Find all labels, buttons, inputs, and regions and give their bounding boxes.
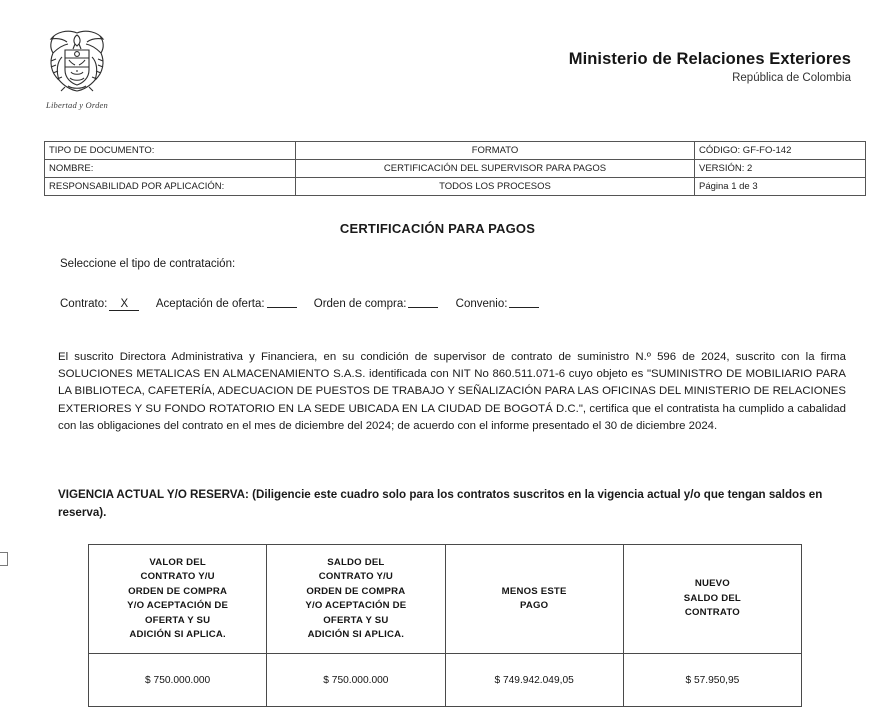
table-row: [45, 160, 866, 178]
ministry-name: Ministerio de Relaciones Exteriores: [568, 50, 851, 68]
header-menos-este-pago: MENOS ESTE PAGO: [445, 545, 623, 654]
header-valor-contrato: VALOR DEL CONTRATO Y/U ORDEN DE COMPRA Y/O ACEPTACIÓN DE OFERTA Y SU ADICIÓN SI APLICA.: [89, 545, 267, 654]
header-saldo-contrato: SALDO DEL CONTRATO Y/U ORDEN DE COMPRA Y/O ACEPTACIÓN DE OFERTA Y SU ADICIÓN SI APLICA.: [267, 545, 445, 654]
option-label-aceptacion: Aceptación de oferta:: [155, 298, 265, 310]
colombia-coat-of-arms-icon: [38, 26, 116, 98]
option-label-orden: Orden de compra:: [313, 298, 407, 310]
contract-type-option-aceptacion[interactable]: [156, 298, 299, 310]
contract-type-option-convenio[interactable]: [456, 298, 542, 310]
cell-menos-este-pago: $ 749.942.049,05: [445, 654, 623, 707]
doc-name-label: NOMBRE:: [45, 160, 296, 178]
vigencia-instruction-paragraph: VIGENCIA ACTUAL Y/O RESERVA: (Diligencie este cuadro solo para los contratos suscritos en la vigencia actual y/o que tengan saldos en reserva).: [58, 488, 823, 519]
doc-type-label: TIPO DE DOCUMENTO:: [45, 142, 296, 160]
contract-type-option-contrato[interactable]: [60, 298, 141, 310]
option-label-convenio: Convenio:: [455, 298, 508, 310]
scan-edge-artifact: [0, 552, 8, 566]
doc-type-value: FORMATO: [296, 142, 695, 160]
contract-type-options: [60, 298, 553, 310]
cell-saldo-contrato: $ 750.000.000: [267, 654, 445, 707]
table-header-row: [89, 545, 802, 654]
document-info-table: [44, 141, 866, 196]
doc-page-value: Página 1 de 3: [695, 178, 866, 196]
page-title: CERTIFICACIÓN PARA PAGOS: [339, 221, 536, 236]
select-contract-type-label: Seleccione el tipo de contratación:: [60, 258, 236, 270]
option-mark-aceptacion[interactable]: [267, 307, 297, 308]
doc-responsibility-value: TODOS LOS PROCESOS: [296, 178, 695, 196]
cell-nuevo-saldo: $ 57.950,95: [623, 654, 801, 707]
option-label-contrato: Contrato:: [60, 298, 108, 310]
ministry-title-block: [569, 50, 851, 84]
doc-code-value: CÓDIGO: GF-FO-142: [695, 142, 866, 160]
doc-version-value: VERSIÓN: 2: [695, 160, 866, 178]
option-mark-convenio[interactable]: [509, 307, 539, 308]
doc-name-value: CERTIFICACIÓN DEL SUPERVISOR PARA PAGOS: [296, 160, 695, 178]
option-mark-orden[interactable]: [408, 307, 438, 308]
coat-of-arms-block: [22, 26, 132, 110]
option-mark-contrato[interactable]: X: [109, 298, 139, 311]
cell-valor-contrato: $ 750.000.000: [89, 654, 267, 707]
contract-values-table: [88, 544, 802, 707]
table-row: [89, 654, 802, 707]
certification-paragraph: El suscrito Directora Administrativa y Financiera, en su condición de supervisor de contrato de suministro N.º 596 de 2024, suscrito con la firma SOLUCIONES METALICAS EN ALMACENAMIENTO S.A.S. identificada con NIT No 860.511.071-6 cuyo objeto es "SUMINISTRO DE MOBILIARIO PARA LA BIBLIOTECA, CAFETERÍA, ADECUACION DE PUESTOS DE TRABAJO Y SEÑALIZACIÓN PARA LAS OFICINAS DEL MINISTERIO DE RELACIONES EXTERIORES Y SU FONDO ROTATORIO EN LA SEDE UBICADA EN LA CIUDAD DE BOGOTÁ D.C.", certifica que el contratista ha cumplido a cabalidad con las obligaciones del contrato en el mes de diciembre del 2024; de acuerdo con el informe presentado el 30 de diciembre 2024.: [58, 351, 846, 432]
document-header: [0, 0, 875, 130]
country-name: República de Colombia: [732, 71, 851, 84]
contract-type-option-orden[interactable]: [314, 298, 441, 310]
header-nuevo-saldo: NUEVO SALDO DEL CONTRATO: [623, 545, 801, 654]
crest-motto-text: Libertad y Orden: [46, 100, 108, 110]
table-row: [45, 178, 866, 196]
table-row: [45, 142, 866, 160]
doc-responsibility-label: RESPONSABILIDAD POR APLICACIÓN:: [45, 178, 296, 196]
